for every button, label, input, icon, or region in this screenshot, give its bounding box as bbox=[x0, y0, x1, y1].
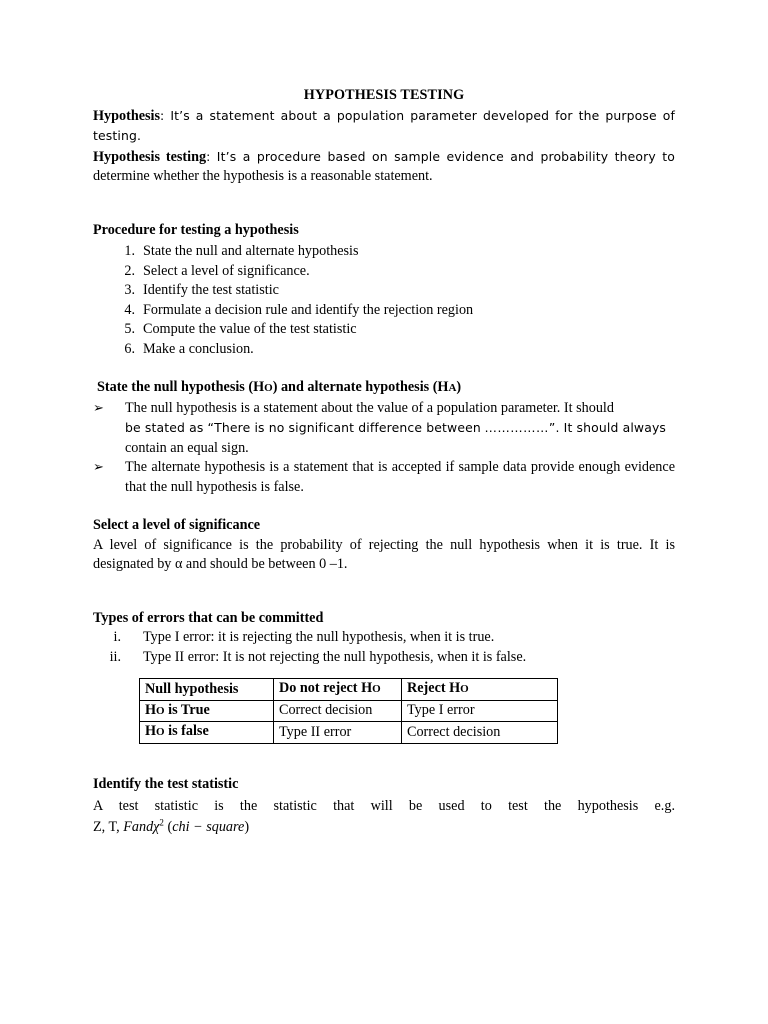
table-header-row bbox=[140, 679, 558, 701]
list-item: i. Type I error: it is rejecting the null hypothesis, when it is true. bbox=[113, 629, 495, 645]
test-statistic-heading: Identify the test statistic bbox=[93, 775, 239, 792]
errors-table bbox=[139, 678, 558, 744]
hypothesis-def-text: : It’s a statement about a population parameter developed for the purpose of testing. bbox=[93, 107, 675, 143]
procedure-heading: Procedure for testing a hypothesis bbox=[93, 221, 299, 238]
errors-list bbox=[93, 628, 675, 667]
null-hypothesis-bullets bbox=[93, 399, 675, 498]
hypothesis-definition bbox=[93, 106, 675, 147]
table-header: Do not reject HO bbox=[274, 679, 402, 701]
list-item: 1. State the null and alternate hypothesis bbox=[124, 243, 359, 259]
arrow-bullet-icon: ➢ bbox=[93, 400, 104, 416]
table-cell: Type I error bbox=[402, 700, 558, 722]
table-cell: Correct decision bbox=[274, 700, 402, 722]
list-item: 4. Formulate a decision rule and identify the rejection region bbox=[124, 301, 474, 318]
test-statistic-formula: Z, T, Fandχ$^2$ (chi − square) bbox=[93, 816, 250, 835]
hypothesis-testing-term: Hypothesis testing bbox=[93, 148, 207, 165]
list-item: ➢ The null hypothesis is a statement about the value of a population parameter. It should be stated as “There is no significant difference between ……………”. It should always contain an equal sign. bbox=[93, 399, 667, 456]
table-cell: Correct decision bbox=[402, 722, 558, 744]
hypothesis-testing-def-text: : It’s a procedure based on sample evidence and probability theory to bbox=[206, 148, 676, 164]
table-cell: Type II error bbox=[274, 722, 402, 744]
document-page bbox=[93, 86, 675, 837]
table-cell: HO is True bbox=[140, 700, 274, 722]
table-row bbox=[140, 722, 558, 744]
table-header: Null hypothesis bbox=[140, 679, 274, 701]
table-header: Reject HO bbox=[402, 679, 558, 701]
list-item: 6. Make a conclusion. bbox=[124, 340, 254, 357]
list-item: 2. Select a level of significance. bbox=[124, 262, 310, 279]
list-item: 5. Compute the value of the test statistic bbox=[124, 321, 357, 337]
list-item: ii. Type II error: It is not rejecting the null hypothesis, when it is false. bbox=[109, 648, 527, 665]
hypothesis-term: Hypothesis bbox=[93, 107, 161, 124]
significance-heading: Select a level of significance bbox=[93, 517, 261, 533]
page-title: HYPOTHESIS TESTING bbox=[303, 87, 465, 103]
procedure-list bbox=[93, 242, 675, 359]
hypothesis-testing-definition bbox=[93, 147, 675, 168]
hypothesis-testing-def-cont: determine whether the hypothesis is a reasonable statement. bbox=[93, 168, 433, 184]
state-null-heading: State the null hypothesis (HO) and alternate hypothesis (HA) bbox=[97, 379, 462, 395]
table-cell: HO is false bbox=[140, 722, 274, 744]
table-row bbox=[140, 700, 558, 722]
errors-heading: Types of errors that can be committed bbox=[93, 609, 324, 626]
list-item: 3. Identify the test statistic bbox=[124, 282, 279, 298]
list-item: ➢ The alternate hypothesis is a statement that is accepted if sample data provide enough evidence that the null hypothesis is false. bbox=[93, 459, 675, 495]
significance-text: A level of significance is the probability of rejecting the null hypothesis when it is true. It is designated by α and should be between 0 –1. bbox=[93, 536, 675, 572]
test-statistic-text: A test statistic is the statistic that will be used to test the hypothesis e.g. bbox=[93, 798, 675, 814]
arrow-bullet-icon: ➢ bbox=[93, 460, 104, 475]
